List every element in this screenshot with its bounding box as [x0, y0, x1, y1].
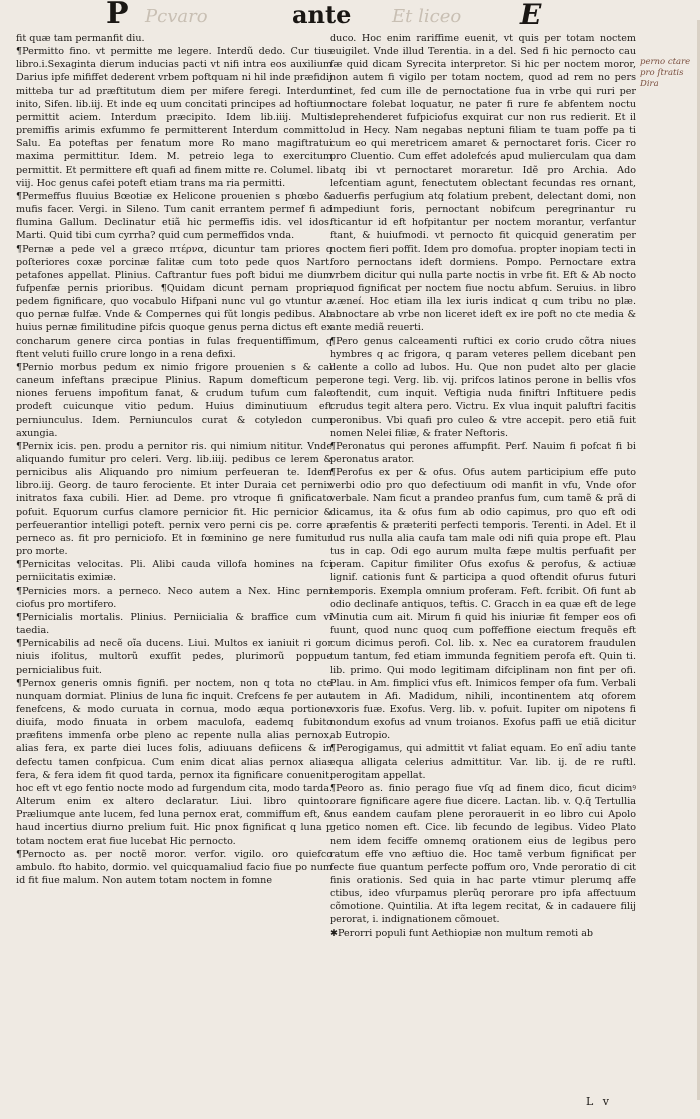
- entry-pernicabilis: ¶Pernicabilis ad necẽ oĩa ducens. Liui. Multos ex ianiuit ri gor niuis ifolitus, multorũ exufſit pedes, plurimorũ poppue pernicialibus fuit.: [16, 638, 332, 676]
- left-column: [16, 32, 332, 887]
- page-header: [0, 0, 700, 34]
- entry-pernox: ¶Pernox generis omnis fignifi. per noctem, non q tota no cte nunquam dormiat. Plinius de luna fic inquit. Crefcens fe per aut fenefcens, & modo curuata in cornua, modo æqua portione diuifa, modo finuata in orbem maculofa, eademq fubito præfitens immenfa orbe pleno ac repente nulla alias pernox, alias fera, ex parte diei luces folis, adiuuans defiicens & in defectu tamen confpicua. Cum enim dicat alias pernox alias fera, & fera idem fit quod tarda, pernox ita fignificare conuenit. hoc eft vt ego fentio nocte modo ad furgendum cita, modo tarda. Alterum enim ex altero declaratur. Liui. libro quinto. Præliumque ante lucem, fed luna pernox erat, commiffum eft, & haud incertius diurno prelium fuit. Hic pnox fignificat q luna p totam noctem erat fiue lucebat Hic pernocto.: [16, 677, 332, 847]
- entry-pernicialis: ¶Pernicialis mortalis. Plinius. Perniicialia & braffice cum vi taedia.: [16, 611, 332, 637]
- entry-pernicitas: ¶Pernicitas velocitas. Pli. Alibi cauda villofa homines na fci perniicitatis eximiæ.: [16, 559, 332, 584]
- entry-pernocto: ¶Pernocto as. per noctẽ moror. verfor. vigilo. oro quiefco ambulo. fto habito, dormio. vel quicquamaliud facio fiue po num id fit fiue malum. Non autem totam noctem in fomne: [16, 848, 332, 886]
- entry-perosus: ¶Perofus ex per & ofus. Ofus autem participium effe puto verbi odio pro quo defectiuum odi manfit in vfu, Vnde ofor verbale. Nam ficut a prandeo pranfus fum, cum tamẽ & prã di dicamus, ita & ofus fum ab odio capimus, pro quo eft odi præfentis & præteriti perfecti temporis. Terenti. in Adel. Et il lud rus nulla alia caufa tam male odi nifi quia prope eft. Plau tus in cap. Odi ego aurum multa fæpe multis perfuafit per peram. Capitur fimiliter Ofus exofus & perofus, & actiuæ lignif. cationis funt & participa a quod oftendit ofurus futuri temporis. Exempla omnium proferam. Feft. fcribit. Ofi funt ab odio declinafe antiquos, teftis. C. Gracch in ea quæ eft de lege Minutia cum ait. Mirum fi quid his iniuriæ fit femper eos ofi fuunt, quod nunc quoq cum poffeffione eiectum frequẽs eft cum dicimus perofi. Col. lib. x. Nec ea curatorem fraudulen tum tantum, fed etiam immunda fegnitiem perofa eft. Quin ti. lib. primo. Qui modo legitimam difciplinam non fint per ofi. Plau. in Am. fimplici vfus eft. Inimicos femper ofa fum. Verbali autem in Afi. Madidum, nihili, incontinentem atq oforem vxoris fuæ. Exofus. Verg. lib. v. pofuit. Iupiter om nipotens fi nondum exofus ad vnum troianos. Exofus paffi ue etiã dicitur ab Eutropio.: [330, 467, 636, 742]
- margin-note-line: Dira: [640, 79, 659, 89]
- entry-peroro: ¶Peoro as. finio perago fiue vſq ad finem dico, ficut dicimꝰ orare fignificare agere fiue dicere. Lactan. lib. v. Q.q̃ Tertullia nus eandem caufam plene perorauerit in eo libro cui Apolo getico nomen eft. Cice. lib fecundo de legibus. Video Plato nem idem feciffe omnemq orationem eius de legibus pero ratum effe vno æftiuo die. Hoc tamẽ verbum fignificat per fecte fiue quantum perfecte poffum oro, Vnde peroratio di cit finis orationis. Sed quia in hac parte vtimur plerumq affe ctibus, ideo vfurpamus plerũq perorare pro ipfa affectuum cõmotione. Quintilia. At ifta legem recitat, & in cadauere filij perorat, i. indignationem cõmouet.: [330, 782, 636, 926]
- margin-note-line: perno ctare: [640, 57, 691, 67]
- entry-permitto: ¶Permitto fino. vt permitte me legere. Interdũ dedo. Cur tius libro.i.Sexaginta dierum inducias pacti vt nifi intra eos auxilium Darius ipfe mififfet dederent vrbem poftquam ni hil inde præfidij mitteba tur ad præftitutum diem per mifere feregi. Interdum inito, Sifen. lib.iij. Et inde eq uum concitati principes ad hoftium permittit aciem. Interdum præcipito. Idem lib.iiij. Multis premiffis arimis exfummo fe permitterent Interdum committo. Salu. Ea poteftas per fenatum more Ro mano magiftratui maxima permittitur. Idem. M. petreio lega to exercitum permittit. Et permittere eft quafi ad finem mitte re. Columel. lib. viij. Hoc genus cafei poteft etiam trans ma ria permitti.: [16, 46, 332, 189]
- entry-pernicies: ¶Pernicies mors. a perneco. Neco autem a Nex. Hinc perni ciofus pro mortifero.: [16, 585, 332, 610]
- right-column: [330, 32, 636, 940]
- entry-peronatus: ¶Peronatus qui perones affumpfit. Perf. Nauim fi pofcat fi bi peronatus arator.: [330, 440, 636, 465]
- entry-pernio: ¶Pernio morbus pedum ex nimio frigore prouenien s & cal caneum infeftans præcipue Plinius. Rapum domefticum per niones feruens impofitum fanat, & crudum tufum cum fale prodeft cuicunque vitio pedum. Huius diminutiuum eft perniunculus. Idem. Perniunculos curat & cotyledon cum axungia.: [16, 361, 332, 439]
- entry-pero: ¶Pero genus calceamenti ruftici ex corio crudo cõtra niues hymbres q ac frigora, q param veteres pellem dicebant pen dente a collo ad lubos. Hu. Que non pudet alto per glacie perone tegi. Verg. lib. vij. prifcos latinos perone in bellis vfos oftendit, cum inquit. Veftigia nuda finiftri Inftituere pedis crudus tegit altera pero. Victru. Ex vlua inquit paluftri facitis peronibus. Vbi quafi pro culeo & vtre accepit. pero etiã fuit nomen Nelei filiæ, & frater Neftoris.: [330, 335, 636, 439]
- bleed-through-left: Pcvaro: [145, 6, 208, 27]
- entry-perogigamus: ¶Perogigamus, qui admittit vt faliat equam. Eo enĩ adiu tante equa alligata celerius admittitur. Var. lib. ij. de re ruftl. perogitam appellat.: [330, 743, 636, 781]
- entry-perorri: ✱Perorri populi funt Aethiopiæ non multum remoti ab: [330, 927, 594, 939]
- margin-note-line: pro ſtratis: [640, 68, 684, 78]
- entry-continuation: duco. Hoc enim rariffime euenit, vt quis per totam noctem euigilet. Vnde illud Terentia. in a del. Sed fi hic pernocto cau fæ quid dicam Syrecita interpretor. Si hic per noctem moror, non autem fi vigilo per totam noctem, quod ad rem no pers tinet, fed cum ille de pernoctatione fua in vrbe qui ruri per noctare folebat loquatur, ne pater fi rure fe abfentem noctu deprehenderet fufpiciofus exquirat cur non rus redierit. Et il lud in Hecy. Nam negabas neptuni filiam te tuam poffe pa ti cum eo qui meretricem amaret & pernoctaret foris. Cicer ro pro Cluentio. Cum effet adolefcés apud mulierculam qua dam atq ibi vt pernoctaret moraretur. Idẽ pro Archia. Ado lefcentiam agunt, fenectutem oblectant fecundas res ornant, aduerfis perfugium atq folatium prebent, delectant domi, non impediunt foris, pernoctant nobifcum peregrinantur ru fticantur id eft hofpitantur per noctem morantur, verfantur ftant, & huiufmodi. vt pernocto fit quicquid generatim per noctem fieri poffit. Idem pro domofua. propter inopiam tecti in foro pernoctans ideft dormiens. Pompo. Pernoctare extra vrbem dicitur qui nulla parte noctis in vrbe fit. Eft & Ab nocto quod fignificat per noctem fiue noctu abfum. Seruius. in libro v.æneí. Hoc etiam illa lex iuris indicat q cum tribu no plæ. abnoctare ab vrbe non liceret ideft ex ire poft no cte media & ante mediã reuerti.: [330, 33, 636, 334]
- handwritten-margin-note: [640, 57, 698, 90]
- entry-pernix: ¶Pernix icis. pen. produ a pernitor ris. qui nimium nititur. Vnde aliquando fumitur pro celeri. Verg. lib.iiij. pedibus ce lerem & pernicibus alis Aliquando pro nimium perfeueran te. Idem libro.iij. Georg. de tauro ferociente. Et inter Duraia cet pernix initratos faxa cubili. Hier. ad Deme. pro vtroque fi gnificato pofuit. Equorum curfus clamore pernicior fit. Hic pernicior & perfeuerantior intelligi poteft. pernix vero perni cis pe. corre a perneco as. fit pro perniciofo. Et in fœminino ge nere fumitur pro morte.: [16, 440, 332, 558]
- entry-permessus: ¶Permeffus fluuius Bœotiæ ex Helicone prouenien s phœbo & mufis facer. Vergi. in Sileno. Tum canit errantem permef fi ad flumina Gallum. Declinatur etiã hic permeffis idis. vel idos. Marti. Quid tibi cum cyrrha? quid cum permeffidos vnda.: [16, 190, 332, 242]
- running-letter-left: P: [106, 0, 129, 31]
- running-title: ante: [292, 0, 352, 29]
- entry-paragraph: fit quæ tam permanfit diu.: [16, 33, 145, 44]
- signature-mark: L v: [586, 1095, 613, 1108]
- running-letter-right: E: [520, 0, 542, 31]
- entry-pernae: ¶Pernæ a pede vel a græco πτέρνα, dicuntur tam priores q poſteriores coxæ porcinæ falitæ cum toto pede quos Nart. petafones appellat. Plinius. Caftrantur fues poft bidui me dium fufpenfæ pernis prioribus. ¶Quidam dicunt pernam proprie pedem fignificare, quo vocabulo Hifpani nunc vul go vtuntur a quo pernæ fulfæ. Vnde & Compernes qui fũt longis pedibus. Ab huius pernæ fimilitudine pifcis quoque genus perna dictus eft ex concharum genere circa pontias in fulas frequentiffimum, q ftent veluti fuillo crure longo in a rena defixi.: [16, 243, 332, 360]
- bleed-through-right: Et liceo: [392, 6, 462, 27]
